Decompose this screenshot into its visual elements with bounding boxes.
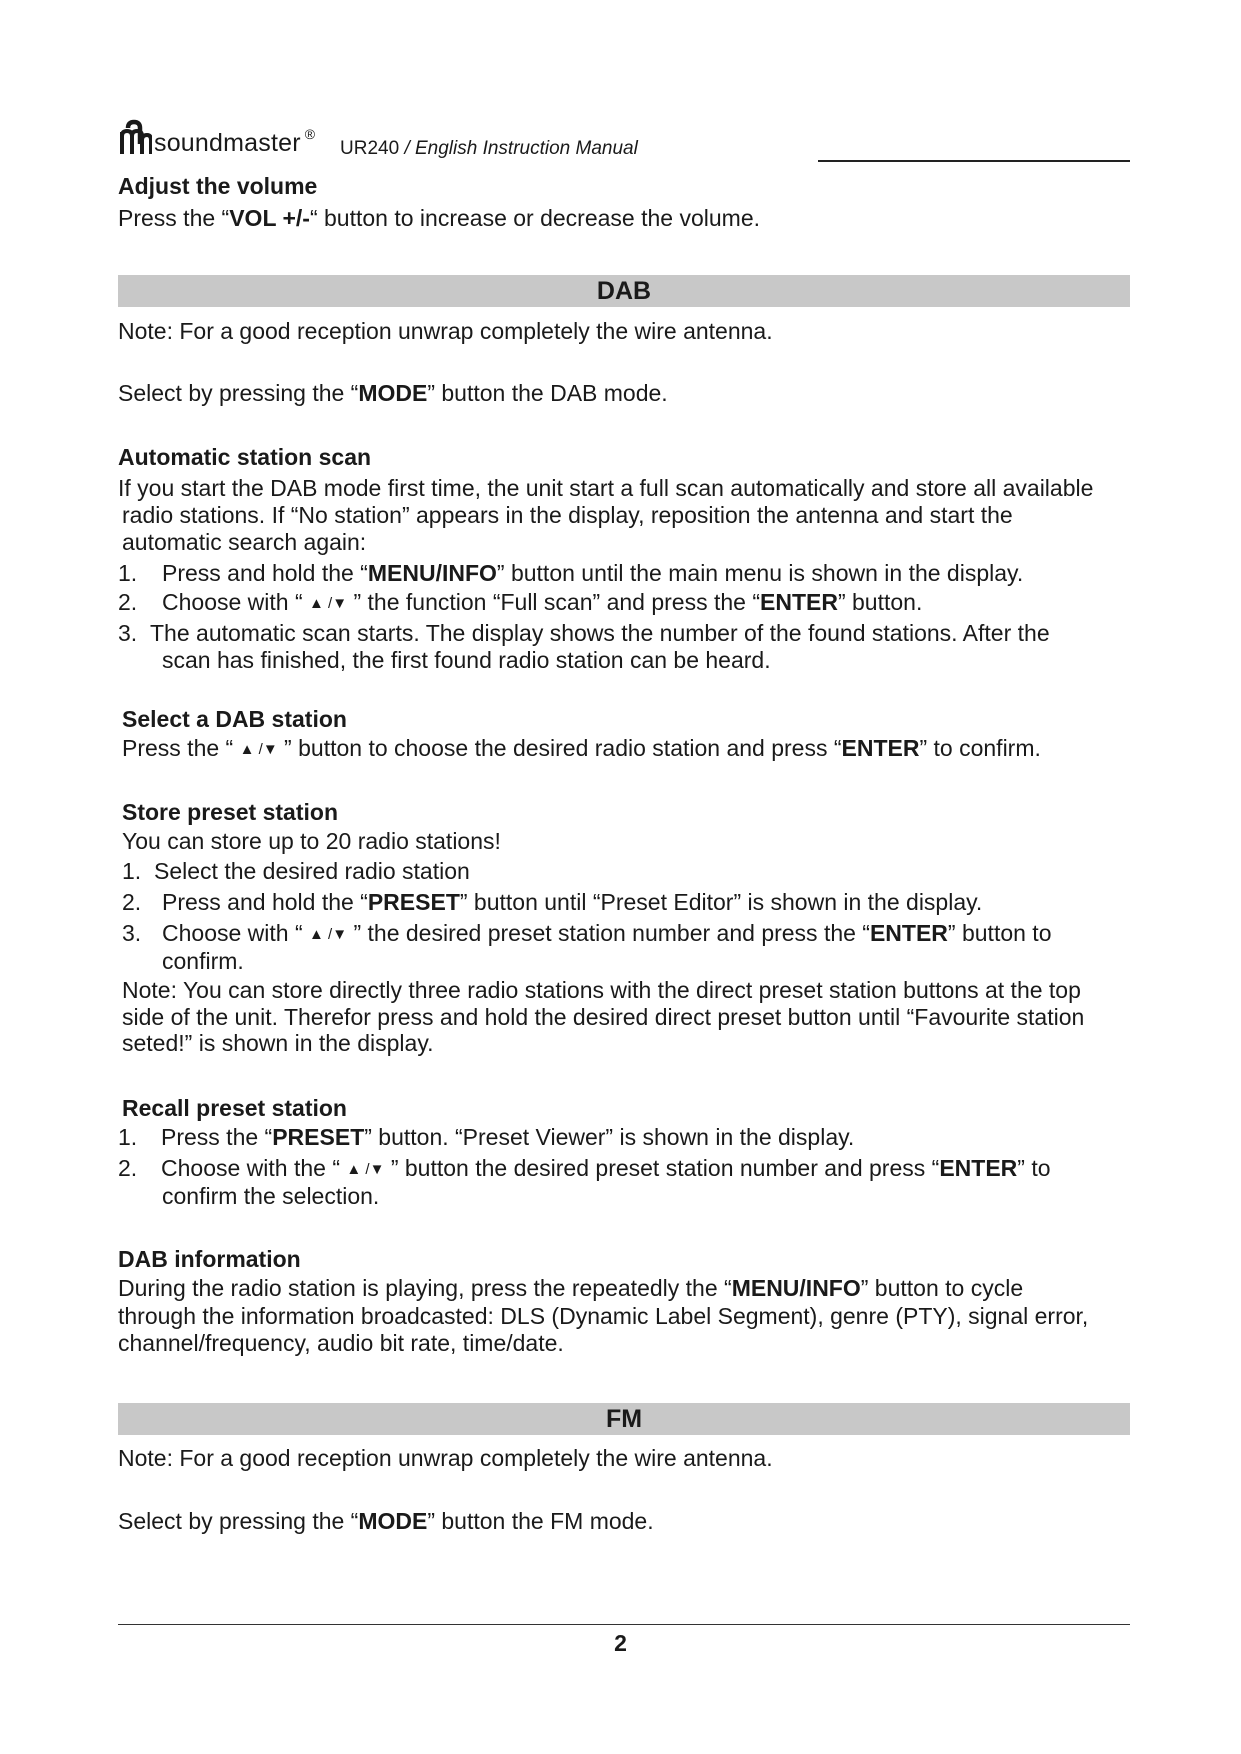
store-preset-note-1: Note: You can store directly three radio stations with the direct preset station buttons at the top: [122, 977, 1081, 1003]
dab-antenna-note: Note: For a good reception unwrap completely the wire antenna.: [118, 318, 773, 344]
dab-info-line-3: channel/frequency, audio bit rate, time/date.: [118, 1330, 564, 1356]
page-number: 2: [614, 1630, 627, 1656]
manual-page: soundmaster ® UR240 / English Instruction Manual Adjust the volume Press the “VOL +/-“ button to increase or decrease the volume. DAB Note: For a good reception unwrap completely the wire antenna. Select by pressing the “MODE” button the DAB mode. Automatic station scan If you start the DAB mode first time, the unit start a full scan automatically and store all available radio stations. If “No station” appears in the display, reposition the antenna and start the automatic search again: 1. Press and hold the “MENU/INFO” button until the main menu is shown in the display. 2. Choose with “ ▲ /▼ ” the function “Full scan” and press the “ENTER” button. 3. The automatic scan starts. The display shows the number of the found stations. After the scan has finished, the first found radio station can be heard. Select a DAB station Press the “ ▲ /▼ ” button to choose the desired radio station and press “ENTER” to confirm. Store preset station You can store up to 20 radio stations! 1. Select the desired radio station 2. Press and hold the “PRESET” button until “Preset Editor” is shown in the display. 3. Choose with “ ▲ /▼ ” the desired preset station number and press the “ENTER” button to confirm. Note: You can store directly three radio stations with the direct preset station buttons at the top side of the unit. Therefor press and hold the desired direct preset button until “Favourite station seted!” is shown in the display. Recall preset station 1. Press the “PRESET” button. “Preset Viewer” is shown in the display. 2. Choose with the “ ▲ /▼ ” button the desired preset station number and press “ENTER” to confirm the selection. DAB information During the radio station is playing, press the repeatedly the “MENU/INFO” button to cycle through the information broadcasted: DLS (Dynamic Label Segment), genre (PTY), signal error, channel/frequency, audio bit rate, time/date. FM Note: For a good reception unwrap completely the wire antenna. Select by pressing the “MODE” button the FM mode. 2: [0, 0, 1241, 1754]
select-station-heading: Select a DAB station: [122, 706, 347, 732]
up-arrow-icon: ▲: [309, 595, 324, 612]
fm-section-banner: FM: [118, 1403, 1130, 1435]
dab-info-heading: DAB information: [118, 1246, 301, 1272]
volume-heading: Adjust the volume: [118, 173, 318, 199]
registered-mark: ®: [304, 126, 316, 142]
up-arrow-icon: ▲: [239, 741, 255, 758]
store-preset-note-3: seted!” is shown in the display.: [122, 1030, 434, 1056]
down-arrow-icon: ▼: [262, 741, 278, 758]
manual-subtitle: / English Instruction Manual: [404, 138, 638, 159]
fm-antenna-note: Note: For a good reception unwrap completely the wire antenna.: [118, 1445, 773, 1471]
dab-info-line-2: through the information broadcasted: DLS (Dynamic Label Segment), genre (PTY), signal error,: [118, 1303, 1089, 1329]
brand-logo: [120, 118, 315, 160]
store-preset-intro: You can store up to 20 radio stations!: [122, 828, 501, 854]
volume-text: Press the “VOL +/-“ button to increase or decrease the volume.: [118, 205, 760, 231]
store-preset-heading: Store preset station: [122, 799, 338, 825]
auto-scan-intro-1: If you start the DAB mode first time, the unit start a full scan automatically and store all available: [118, 475, 1094, 501]
auto-scan-intro-3: automatic search again:: [122, 529, 367, 555]
down-arrow-icon: ▼: [332, 595, 348, 612]
recall-preset-heading: Recall preset station: [122, 1095, 347, 1121]
document-title: [340, 138, 638, 160]
dab-mode-select: Select by pressing the “MODE” button the DAB mode.: [118, 380, 668, 406]
footer-rule: [118, 1624, 1130, 1625]
select-station-text: Press the “ ▲ /▼ ” button to choose the desired radio station and press “ENTER” to confirm.: [122, 735, 1041, 761]
model-number: UR240: [340, 138, 400, 159]
up-arrow-icon: ▲: [346, 1161, 362, 1178]
brand-name: soundmaster: [154, 129, 301, 157]
dab-section-banner: DAB: [118, 275, 1130, 307]
store-preset-note-2: side of the unit. Therefor press and hold the desired direct preset button until “Favourite station: [122, 1004, 1085, 1030]
auto-scan-intro-2: radio stations. If “No station” appears in the display, reposition the antenna and start the: [122, 502, 1013, 528]
auto-scan-heading: Automatic station scan: [118, 444, 372, 470]
down-arrow-icon: ▼: [369, 1161, 385, 1178]
up-arrow-icon: ▲: [309, 926, 324, 943]
page-header: [120, 118, 1130, 166]
down-arrow-icon: ▼: [332, 926, 348, 943]
dab-info-line-1: During the radio station is playing, press the repeatedly the “MENU/INFO” button to cycle: [118, 1275, 1024, 1301]
header-rule: [818, 160, 1130, 162]
brand-logo-icon: [120, 118, 152, 160]
fm-mode-select: Select by pressing the “MODE” button the FM mode.: [118, 1508, 654, 1534]
